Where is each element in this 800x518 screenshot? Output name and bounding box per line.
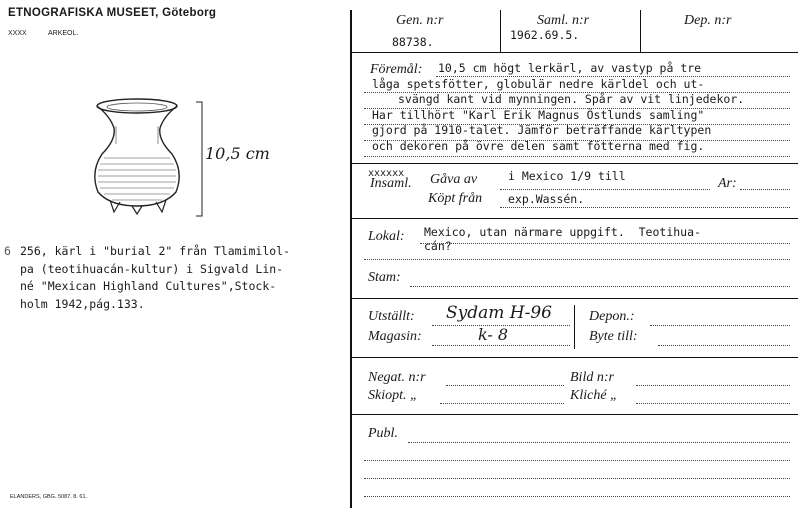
utstallt-line	[432, 325, 570, 326]
publ-line-1	[408, 442, 790, 443]
kop-label: Köpt från	[428, 191, 483, 206]
kop-text: exp.Wassén.	[508, 192, 585, 206]
section-divider-3	[352, 298, 798, 299]
foremal-line-3	[364, 108, 790, 109]
byte-label: Byte till:	[589, 329, 638, 344]
storage-divider	[574, 305, 575, 349]
stam-line	[410, 286, 790, 287]
gen-label: Gen. n:r	[396, 13, 444, 28]
reference-line: né "Mexican Highland Cultures",Stock-	[20, 279, 277, 293]
gen-value: 88738.	[392, 35, 434, 49]
reference-line: pa (teotihuacán-kultur) i Sigvald Lin-	[20, 261, 284, 276]
bild-label: Bild n:r	[570, 370, 614, 385]
byte-line	[658, 345, 790, 346]
cliche-label: Kliché „	[570, 388, 618, 403]
publ-label: Publ.	[368, 426, 398, 441]
foremal-line-4	[364, 124, 790, 125]
reference-text	[20, 245, 290, 311]
dep-label: Dep. n:r	[684, 13, 732, 28]
ar-line	[740, 189, 790, 190]
publ-line-3	[364, 478, 790, 479]
lokal-line-2	[364, 259, 790, 260]
foremal-line-2	[364, 92, 790, 93]
section-divider-4	[352, 357, 798, 358]
col-divider-2	[640, 10, 641, 52]
gava-text: i Mexico 1/9 till	[508, 169, 626, 183]
magasin-value: k- 8	[478, 325, 509, 344]
foremal-line: låga spetsfötter, globulär nedre kärldel och ut-	[372, 76, 705, 91]
reference-line: holm 1942,pág.133.	[20, 296, 145, 311]
printer-footer: ELANDERS, GBG. 5087. 8. 61.	[10, 494, 88, 500]
saml-label: Saml. n:r	[537, 13, 590, 28]
reference-line: 256, kärl i "burial 2" från Tlamimilol-	[20, 244, 291, 258]
section-divider-5	[352, 414, 798, 415]
margin-number: 6	[4, 244, 11, 258]
header-divider	[352, 52, 798, 53]
lokal-line: cán?	[424, 238, 452, 253]
museum-header: ETNOGRAFISKA MUSEET, Göteborg	[8, 7, 217, 19]
cliche-line	[636, 403, 790, 404]
gava-label: Gåva av	[430, 172, 478, 187]
negat-line	[446, 385, 564, 386]
card-left-border	[350, 10, 352, 508]
foremal-line: gjord på 1910-talet. Jämför beträffande kärltypen	[372, 123, 712, 137]
insaml-label: Insaml.	[370, 176, 412, 191]
foremal-line: 10,5 cm högt lerkärl, av vastyp på tre	[438, 61, 702, 75]
lokal-line-1	[420, 243, 790, 244]
col-divider-1	[500, 10, 501, 52]
saml-value: 1962.69.5.	[510, 28, 580, 42]
dept-struck: XXXX	[8, 30, 27, 37]
foremal-line-5	[364, 140, 790, 141]
publ-line-2	[364, 460, 790, 461]
insaml-struck: xxxxxx	[368, 168, 405, 179]
utstallt-label: Utställt:	[368, 309, 415, 324]
kop-line	[500, 207, 790, 208]
section-divider-1	[352, 163, 798, 164]
skiopt-label: Skiopt. „	[368, 388, 418, 403]
lokal-label: Lokal:	[368, 229, 405, 244]
foremal-line: svängd kant vid mynningen. Spår av vit linjedekor.	[398, 92, 745, 106]
magasin-label: Magasin:	[368, 329, 422, 344]
foremal-line-1	[436, 76, 790, 77]
foremal-line: och dekoren på övre delen samt fötterna med fig.	[372, 138, 705, 153]
magasin-line	[432, 345, 570, 346]
publ-line-4	[364, 496, 790, 497]
depon-label: Depon.:	[589, 309, 635, 324]
skiopt-line	[440, 403, 564, 404]
negat-label: Negat. n:r	[368, 370, 426, 385]
utstallt-value: Sydam H-96	[446, 303, 552, 323]
dept-label: ARKEOL.	[48, 30, 79, 37]
section-divider-2	[352, 218, 798, 219]
bild-line	[636, 385, 790, 386]
vessel-drawing	[80, 96, 200, 216]
measure-label: 10,5 cm	[205, 144, 270, 163]
foremal-label: Föremål:	[370, 62, 423, 77]
foremal-line: Har tillhört "Karl Erik Magnus Östlunds samling"	[372, 107, 705, 122]
foremal-line-6	[364, 156, 790, 157]
ar-label: Ar:	[718, 176, 737, 191]
depon-line	[650, 325, 790, 326]
gava-line	[500, 189, 710, 190]
lokal-text	[424, 226, 701, 253]
lokal-line: Mexico, utan närmare uppgift. Teotihua-	[424, 225, 701, 239]
stam-label: Stam:	[368, 270, 401, 285]
